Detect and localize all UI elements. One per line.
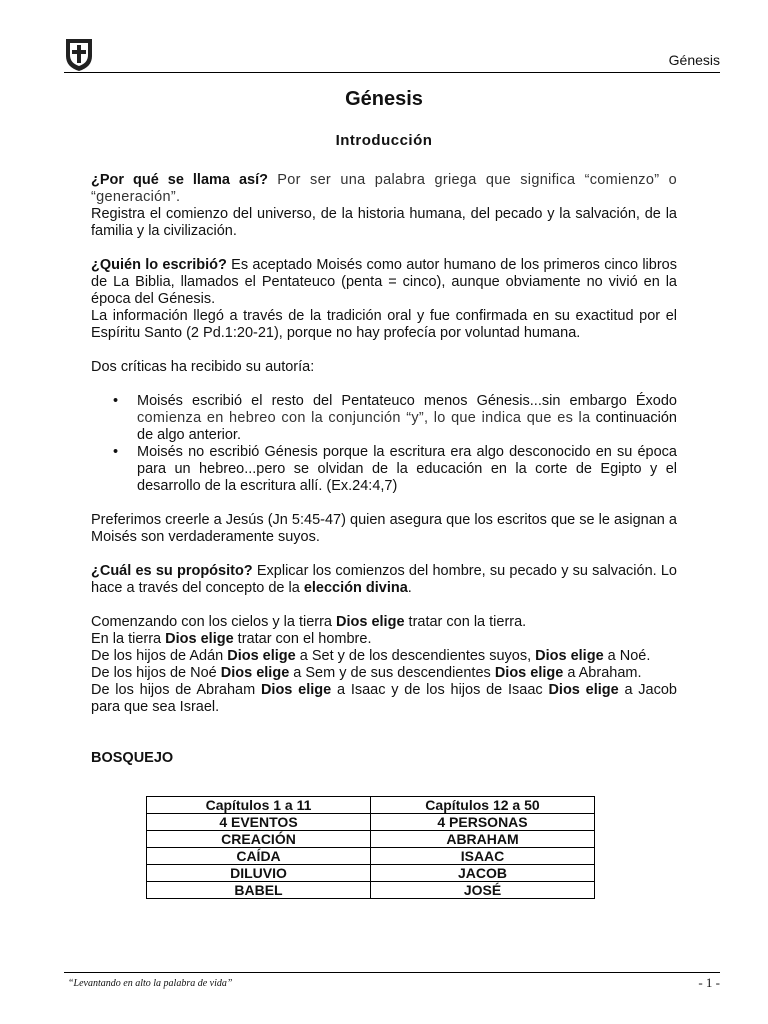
body-text bbox=[91, 172, 677, 767]
table-cell: Capítulos 1 a 11 bbox=[147, 797, 371, 814]
table-row bbox=[147, 865, 595, 882]
table-cell: ABRAHAM bbox=[371, 831, 595, 848]
page-title: Génesis bbox=[345, 88, 423, 110]
page-subtitle: Introducción bbox=[335, 132, 433, 149]
table-cell: 4 EVENTOS bbox=[147, 814, 371, 831]
table-cell: CAÍDA bbox=[147, 848, 371, 865]
table-cell: Capítulos 12 a 50 bbox=[371, 797, 595, 814]
eleccion-line: Comenzando con los cielos y la tierra Dios elige tratar con la tierra. bbox=[91, 614, 527, 630]
shield-logo-icon bbox=[64, 36, 94, 72]
table-row bbox=[147, 831, 595, 848]
outline-table bbox=[146, 796, 595, 899]
bosquejo-title: BOSQUEJO bbox=[91, 750, 174, 766]
table-cell: ISAAC bbox=[371, 848, 595, 865]
answer-text: Por ser una palabra griega que significa “comienzo” o “generación”. bbox=[91, 172, 677, 205]
table-row bbox=[147, 848, 595, 865]
paragraph-preferimos: Preferimos creerle a Jesús (Jn 5:45-47) quien asegura que los escritos que se le asignan a Moisés son verdaderamente suyos. bbox=[91, 512, 677, 545]
question-label: ¿Por qué se llama así? bbox=[91, 172, 268, 188]
footer-motto: “Levantando en alto la palabra de vida” bbox=[68, 978, 233, 989]
table-cell: BABEL bbox=[147, 882, 371, 899]
table-row bbox=[147, 797, 595, 814]
header-title: Génesis bbox=[668, 52, 720, 68]
table-cell: CREACIÓN bbox=[147, 831, 371, 848]
paragraph-q3: ¿Cuál es su propósito? Explicar los comienzos del hombre, su pecado y su salvación. Lo hace a través del concepto de la elección divina. bbox=[91, 563, 677, 596]
footer-rule bbox=[64, 972, 720, 973]
table-cell: JACOB bbox=[371, 865, 595, 882]
table-cell: 4 PERSONAS bbox=[371, 814, 595, 831]
table-row bbox=[147, 814, 595, 831]
header-rule bbox=[64, 72, 720, 73]
table-cell: DILUVIO bbox=[147, 865, 371, 882]
paragraph-q2-detail: La información llegó a través de la tradición oral y fue confirmada en su exactitud por el Espíritu Santo (2 Pd.1:20-21), porque no hay profecía por voluntad humana. bbox=[91, 308, 677, 341]
table-cell: JOSÉ bbox=[371, 882, 595, 899]
paragraph-q2 bbox=[91, 257, 677, 308]
answer-text: Es aceptado Moisés como autor humano de los primeros cinco libros de La Biblia, llamados el Pentateuco (penta = cinco), aunque obviamente no vivió en la época del Génesis. bbox=[91, 257, 677, 307]
eleccion-line: De los hijos de Abraham Dios elige a Isaac y de los hijos de Isaac Dios elige a Jacob para que sea Israel. bbox=[91, 682, 677, 715]
question-label: ¿Quién lo escribió? bbox=[91, 257, 227, 273]
list-item: • Moisés no escribió Génesis porque la escritura era algo desconocido en su época para un hebreo...pero se olvidan de la educación en la corte de Egipto y el desarrollo de la escritura allí. (Ex.24:4,7) bbox=[137, 444, 677, 495]
paragraph-criticas: Dos críticas ha recibido su autoría: bbox=[91, 359, 315, 375]
eleccion-line: En la tierra Dios elige tratar con el hombre. bbox=[91, 631, 372, 647]
paragraph-q1 bbox=[91, 172, 677, 206]
criticas-list bbox=[91, 393, 677, 495]
eleccion-line: De los hijos de Adán Dios elige a Set y de los descendientes suyos, Dios elige a Noé. bbox=[91, 648, 651, 664]
paragraph-q1-detail: Registra el comienzo del universo, de la historia humana, del pecado y la salvación, de la familia y la civilización. bbox=[91, 206, 677, 239]
table-row bbox=[147, 882, 595, 899]
eleccion-line: De los hijos de Noé Dios elige a Sem y de sus descendientes Dios elige a Abraham. bbox=[91, 665, 642, 681]
page-number: - 1 - bbox=[698, 975, 720, 990]
list-item: • Moisés escribió el resto del Pentateuco menos Génesis...sin embargo Éxodo comienza en hebreo con la conjunción “y”, lo que indica que es la continuación de algo anterior. bbox=[137, 393, 677, 444]
question-label: ¿Cuál es su propósito? bbox=[91, 563, 253, 579]
